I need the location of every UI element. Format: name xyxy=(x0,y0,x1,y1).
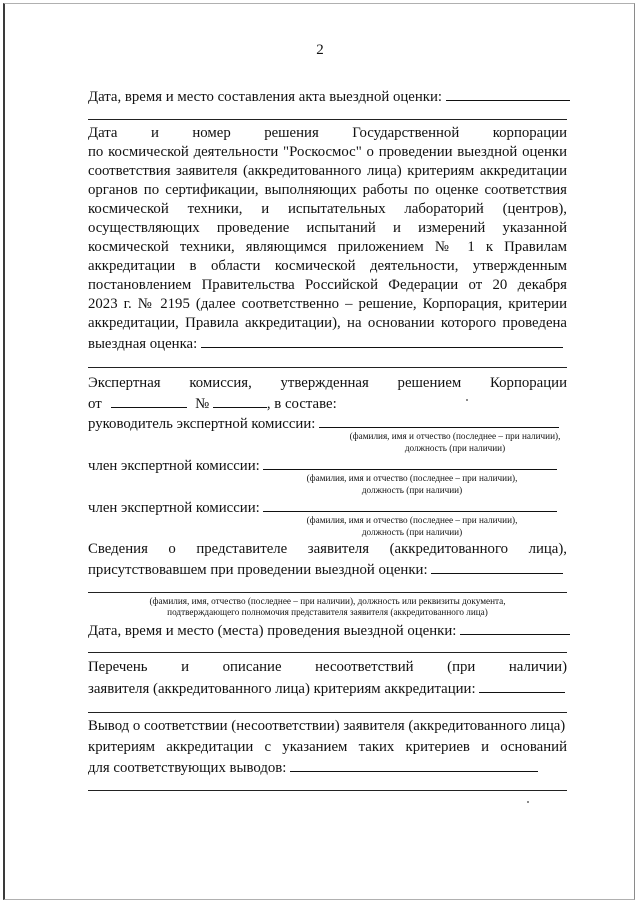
conclusion-line-2: критериям аккредитации с указанием таких критериев и оснований xyxy=(88,739,567,755)
decision-last-text: выездная оценка: xyxy=(88,336,198,352)
representative-rule[interactable] xyxy=(88,592,567,593)
nonconformities-line-1: Перечень и описание несоответствий (при наличии) xyxy=(88,659,567,675)
member1-field[interactable] xyxy=(263,455,557,470)
act-date-field[interactable] xyxy=(446,86,570,101)
decision-last-line xyxy=(88,333,563,354)
conclusion-field[interactable] xyxy=(290,757,538,772)
commission-composition: , в составе: xyxy=(266,396,337,412)
conclusion-rule[interactable] xyxy=(88,790,567,791)
commission-line-1: Экспертная комиссия, утвержденная решением Корпорации xyxy=(88,375,567,391)
page-number: 2 xyxy=(316,42,324,58)
conclusion-text-3: для соответствующих выводов: xyxy=(88,760,287,776)
commission-head-field[interactable] xyxy=(319,413,559,428)
conclusion-line-1: Вывод о соответствии (несоответствии) заявителя (аккредитованного лица) xyxy=(88,718,566,734)
member1-hint-1: (фамилия, имя и отчество (последнее – при наличии), xyxy=(306,473,518,483)
nonconformities-line-2 xyxy=(88,678,565,699)
member1-hint-2: должность (при наличии) xyxy=(361,485,463,495)
commission-date-field[interactable] xyxy=(111,393,187,408)
nonconformities-rule[interactable] xyxy=(88,712,567,713)
decision-line-3: соответствия заявителя (аккредитованного лица) критериям аккредитации xyxy=(88,163,567,179)
conclusion-line-3 xyxy=(88,757,538,778)
act-date-label xyxy=(88,86,570,107)
commission-head-hint-1: (фамилия, имя и отчество (последнее – при наличии), xyxy=(349,431,561,441)
representative-line-1: Сведения о представителе заявителя (аккредитованного лица), xyxy=(88,541,567,557)
conduct-text: Дата, время и место (места) проведения выездной оценки: xyxy=(88,623,457,639)
decision-line-6: осуществляющих проведение испытаний и измерений указанной xyxy=(88,220,567,236)
decision-line-5: космической техники, и испытательных лабораторий (центров), xyxy=(88,201,567,217)
commission-head-label: руководитель экспертной комиссии: xyxy=(88,416,316,432)
scan-speck xyxy=(466,399,468,401)
conduct-rule[interactable] xyxy=(88,652,567,653)
nonconformities-field[interactable] xyxy=(479,678,565,693)
decision-line-1: Дата и номер решения Государственной корпорации xyxy=(88,125,567,141)
scan-speck xyxy=(527,801,529,803)
decision-line-7: космической техники, являющимся приложением № 1 к Правилам xyxy=(88,239,567,255)
commission-num: № xyxy=(195,396,210,412)
conduct-line xyxy=(88,620,570,641)
representative-hint-2: подтверждающего полномочия представителя заявителя (аккредитованного лица) xyxy=(167,607,488,617)
conduct-field[interactable] xyxy=(460,620,570,635)
representative-field[interactable] xyxy=(431,559,563,574)
decision-line-2: по космической деятельности "Роскосмос" о проведении выездной оценки xyxy=(88,144,567,160)
decision-line-10: 2023 г. № 2195 (далее соответственно – решение, Корпорация, критерии xyxy=(88,296,567,312)
commission-from: от xyxy=(88,396,102,412)
member2-label: член экспертной комиссии: xyxy=(88,500,260,516)
member2-hint-2: должность (при наличии) xyxy=(361,527,463,537)
commission-line-2 xyxy=(88,393,337,414)
member2-field[interactable] xyxy=(263,497,557,512)
decision-rule[interactable] xyxy=(88,367,567,368)
decision-line-11: аккредитации, Правила аккредитации), на основании которого проведена xyxy=(88,315,567,331)
decision-field[interactable] xyxy=(201,333,563,348)
act-date-text: Дата, время и место составления акта выездной оценки: xyxy=(88,89,442,105)
representative-line-2 xyxy=(88,559,563,580)
act-date-rule[interactable] xyxy=(88,119,567,120)
commission-number-field[interactable] xyxy=(213,393,267,408)
decision-line-9: постановлением Правительства Российской Федерации от 20 декабря xyxy=(88,277,567,293)
decision-line-4: органов по сертификации, выполняющих работы по оценке соответствия xyxy=(88,182,567,198)
member1-label: член экспертной комиссии: xyxy=(88,458,260,474)
commission-head-hint-2: должность (при наличии) xyxy=(404,443,506,453)
representative-hint-1: (фамилия, имя, отчество (последнее – при наличии), должность или реквизиты документа, xyxy=(149,596,506,606)
representative-text-2: присутствовавшем при проведении выездной оценки: xyxy=(88,562,428,578)
member2-hint-1: (фамилия, имя и отчество (последнее – при наличии), xyxy=(306,515,518,525)
nonconformities-text-2: заявителя (аккредитованного лица) критериям аккредитации: xyxy=(88,681,476,697)
decision-line-8: аккредитации в области космической деятельности, утвержденным xyxy=(88,258,567,274)
